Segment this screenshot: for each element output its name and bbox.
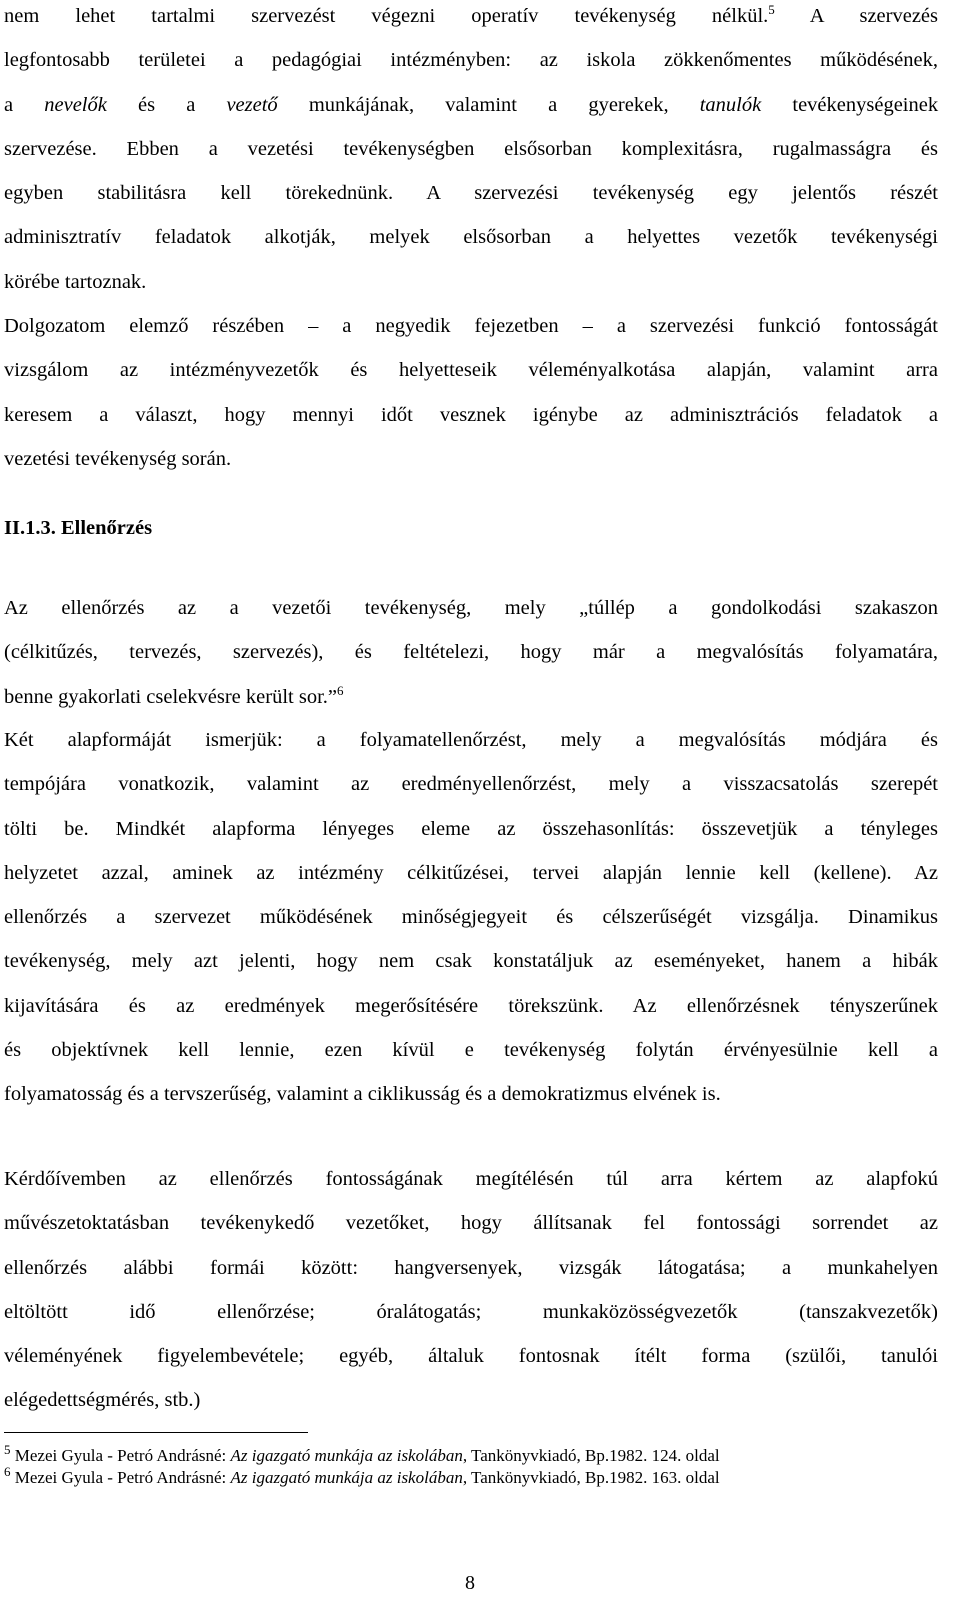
text-line: ellenőrzés a szervezet működésének minőségjegyeit és célszerűségét vizsgálja. Dinamikus — [4, 906, 938, 929]
italic-term: tanulók — [699, 93, 762, 116]
text-line: tempójára vonatkozik, valamint az eredményellenőrzést, mely a visszacsatolás szerepét — [4, 773, 938, 796]
footnote-5 — [4, 1442, 720, 1467]
text-line: Két alapformáját ismerjük: a folyamatellenőrzést, mely a megvalósítás módjára és — [4, 729, 938, 751]
italic-term: vezető — [226, 93, 278, 116]
text-span: és a — [137, 93, 196, 116]
text-line: ellenőrzés alábbi formái között: hangversenyek, vizsgák látogatása; a munkahelyen — [4, 1256, 938, 1279]
text-line: vezetési tevékenység során. — [4, 447, 232, 470]
text-line: véleményének figyelembevétele; egyéb, általuk fontosnak ítélt forma (szülői, tanulói — [4, 1345, 938, 1368]
page-number: 8 — [465, 1572, 475, 1594]
paragraph-analysis — [4, 304, 938, 481]
text-span: A szervezés — [809, 5, 938, 27]
paragraph-questionnaire — [4, 1157, 938, 1423]
text-line: szervezése. Ebben a vezetési tevékenységben elsősorban komplexitásra, rugalmasságra és — [4, 137, 938, 160]
paragraph-organization — [4, 0, 938, 304]
text-line: tevékenység, mely azt jelenti, hogy nem csak konstatáljuk az eseményeket, hanem a hibák — [4, 950, 938, 973]
footnote-ref-6[interactable]: 6 — [337, 682, 344, 698]
text-line: folyamatosság és a tervszerűség, valamint a ciklikusság és a demokratizmus elvének is. — [4, 1083, 721, 1106]
text-line — [4, 0, 938, 38]
footnote-publisher: , Tankönyvkiadó, Bp.1982. 124. oldal — [462, 1446, 720, 1465]
paragraph-control-definition — [4, 586, 938, 719]
text-span: benne gyakorlati cselekvésre került sor.” — [4, 685, 337, 708]
text-line: körébe tartoznak. — [4, 270, 147, 293]
text-line: helyzetet azzal, aminek az intézmény célkitűzései, tervei alapján lennie kell (kellene). Az — [4, 861, 938, 884]
text-line: eltöltött idő ellenőrzése; óralátogatás; munkaközösségvezetők (tanszakvezetők) — [4, 1300, 938, 1323]
text-span: nem lehet tartalmi szervezést végezni operatív tevékenység nélkül. — [4, 5, 769, 27]
text-line — [4, 675, 938, 719]
text-line: (célkitűzés, tervezés, szervezés), és feltételezi, hogy már a megvalósítás folyamatára, — [4, 641, 938, 664]
text-line: adminisztratív feladatok alkotják, melyek elsősorban a helyettes vezetők tevékenységi — [4, 226, 938, 249]
text-span: a — [4, 93, 14, 116]
text-line: Dolgozatom elemző részében – a negyedik fejezetben – a szervezési funkció fontosságát — [4, 315, 938, 337]
text-span: munkájának, valamint a gyerekek, — [308, 93, 669, 116]
text-line: keresem a választ, hogy mennyi időt vesznek igénybe az adminisztrációs feladatok a — [4, 403, 938, 426]
text-line: vizsgálom az intézményvezetők és helyetteseik véleményalkotása alapján, valamint arra — [4, 359, 938, 382]
footnote-number: 6 — [4, 1464, 11, 1479]
text-line: tölti be. Mindkét alapforma lényeges eleme az összehasonlítás: összevetjük a tényleges — [4, 817, 938, 840]
text-line — [4, 83, 938, 127]
text-line: egyben stabilitásra kell törekednünk. A szervezési tevékenység egy jelentős részét — [4, 182, 938, 205]
text-line: Az ellenőrzés az a vezetői tevékenység, mely „túllép a gondolkodási szakaszon — [4, 597, 938, 619]
text-line: kijavítására és az eredmények megerősítésére törekszünk. Az ellenőrzésnek tényszerűnek — [4, 994, 938, 1017]
footnote-number: 5 — [4, 1442, 11, 1457]
paragraph-control-forms — [4, 718, 938, 1117]
text-line: legfontosabb területei a pedagógiai intézményben: az iskola zökkenőmentes működésének, — [4, 49, 938, 72]
footnote-author: Mezei Gyula - Petró Andrásné: — [14, 1468, 231, 1487]
text-line: elégedettségmérés, stb.) — [4, 1389, 201, 1412]
footnote-title: Az igazgató munkája az iskolában — [230, 1468, 463, 1487]
footnote-ref-5[interactable]: 5 — [768, 2, 775, 17]
footnote-publisher: , Tankönyvkiadó, Bp.1982. 163. oldal — [462, 1468, 720, 1487]
footnote-author: Mezei Gyula - Petró Andrásné: — [14, 1446, 231, 1465]
footnote-divider — [4, 1432, 308, 1433]
section-heading: II.1.3. Ellenőrzés — [4, 517, 153, 539]
italic-term: nevelők — [44, 93, 107, 116]
text-span: tevékenységeinek — [792, 93, 939, 116]
footnote-6 — [4, 1464, 720, 1489]
text-line: és objektívnek kell lennie, ezen kívül e tevékenység folytán érvényesülnie kell a — [4, 1039, 938, 1062]
footnote-title: Az igazgató munkája az iskolában — [230, 1446, 463, 1465]
text-line: Kérdőívemben az ellenőrzés fontosságának megítélésén túl arra kértem az alapfokú — [4, 1168, 938, 1190]
text-line: művészetoktatásban tevékenykedő vezetőket, hogy állítsanak fel fontossági sorrendet az — [4, 1212, 938, 1235]
